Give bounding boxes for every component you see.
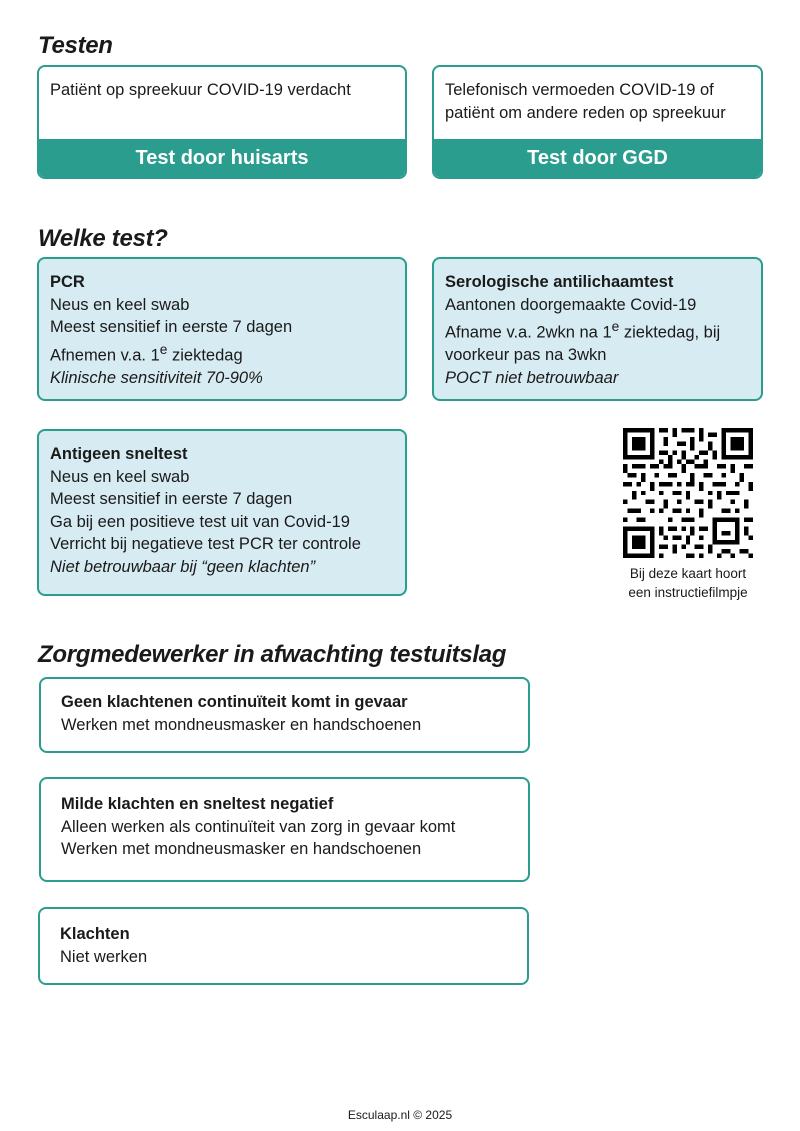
card-line: Ga bij een positieve test uit van Covid-19 (50, 512, 350, 531)
card-test-ggd (432, 65, 763, 179)
card-line-afnemen: Afnemen v.a. 1e ziektedag (50, 341, 243, 364)
heading-zorgmedewerker: Zorgmedewerker in afwachting testuitslag (38, 641, 507, 668)
heading-welke-test: Welke test? (38, 225, 168, 252)
card-klachten (38, 907, 529, 985)
card-line: Niet werken (60, 947, 148, 966)
card-line: Neus en keel swab (50, 467, 190, 486)
card-geen-klachten (39, 677, 530, 753)
card-text: Patiënt op spreekuur COVID-19 verdacht (50, 81, 351, 99)
card-line: Werken met mondneusmasker en handschoenen (61, 715, 422, 734)
heading-testen: Testen (38, 32, 113, 59)
qr-caption: Bij deze kaart hoort een instructiefilmpje (628, 566, 748, 600)
card-line: Meest sensitief in eerste 7 dagen (50, 490, 293, 508)
card-text: Telefonisch vermoeden COVID-19 of patiënt om andere reden op spreekuur (445, 81, 726, 122)
card-line: Verricht bij negatieve test PCR ter controle (50, 535, 361, 553)
card-serologisch (432, 257, 763, 401)
card-pcr (37, 257, 407, 401)
card-title: Klachten (60, 925, 130, 943)
card-line: Alleen werken als continuïteit van zorg in gevaar komt (61, 817, 456, 836)
card-line-afname: Afname v.a. 2wkn na 1e ziektedag, bij voorkeur pas na 3wkn (445, 319, 721, 364)
card-line: Meest sensitief in eerste 7 dagen (50, 318, 293, 336)
card-title: Antigeen sneltest (50, 445, 188, 463)
card-line: Aantonen doorgemaakte Covid-19 (445, 295, 697, 314)
card-note: Klinische sensitiviteit 70-90% (50, 368, 263, 387)
card-title: PCR (50, 273, 85, 291)
card-note: Niet betrouwbaar bij “geen klachten” (50, 557, 316, 576)
card-line: Neus en keel swab (50, 295, 190, 314)
card-milde-klachten (39, 777, 530, 882)
test-door-huisarts-label: Test door huisarts (39, 139, 405, 177)
card-line: Werken met mondneusmasker en handschoenen (61, 840, 422, 858)
card-title: Milde klachten en sneltest negatief (61, 795, 334, 813)
footer-credit: Esculaap.nl © 2025 (347, 1108, 453, 1122)
test-door-ggd-label: Test door GGD (434, 139, 761, 177)
card-title: Serologische antilichaamtest (445, 273, 674, 291)
card-note: POCT niet betrouwbaar (445, 368, 619, 387)
qr-code-icon[interactable] (623, 428, 753, 558)
card-test-huisarts (37, 65, 407, 179)
card-title: Geen klachtenen continuïteit komt in gevaar (61, 693, 408, 711)
card-antigeen (37, 429, 407, 596)
